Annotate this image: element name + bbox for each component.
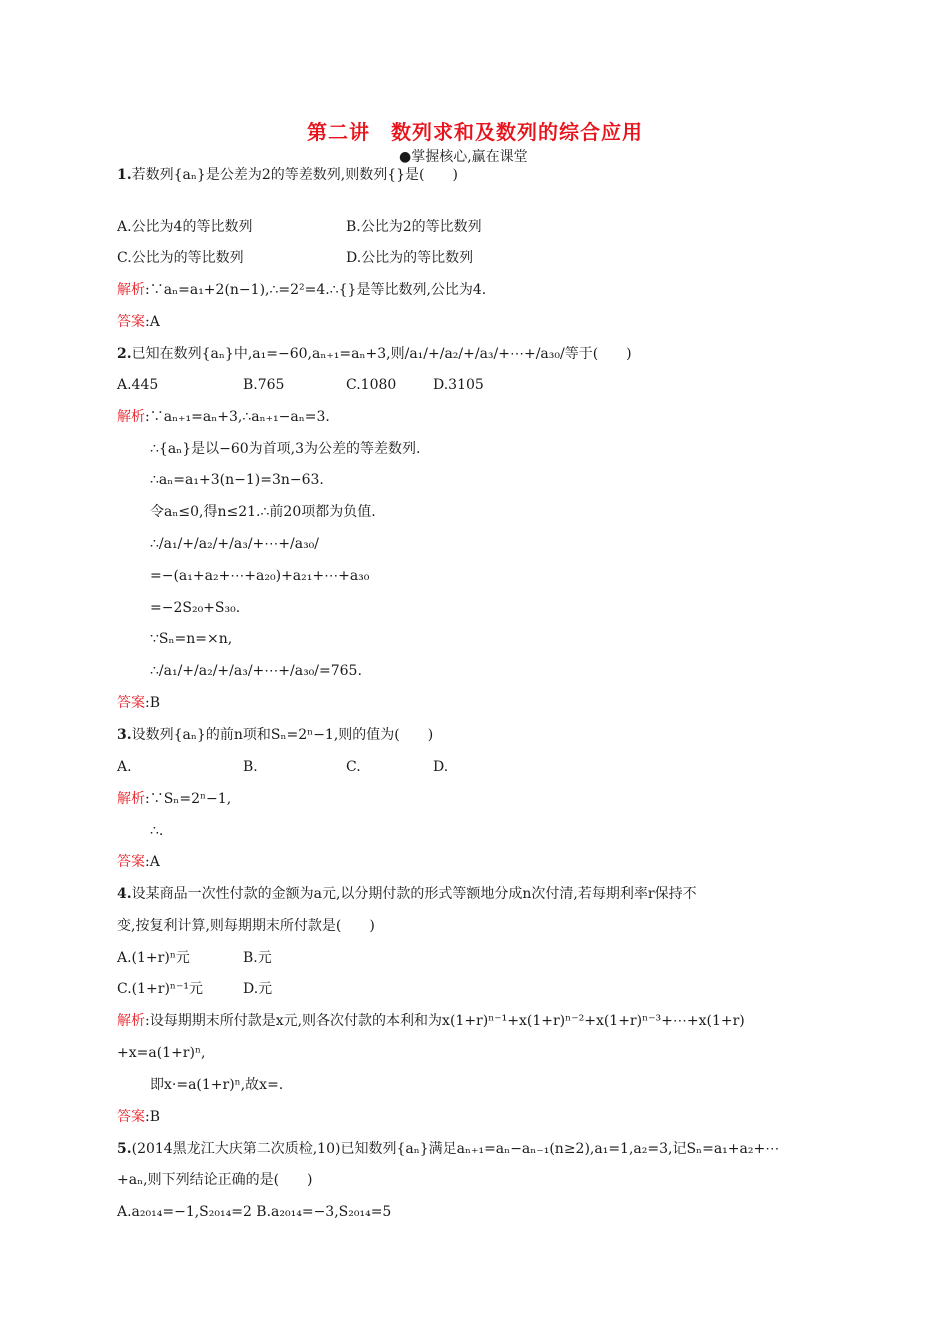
option-a: A.445: [117, 377, 159, 393]
solution-line: 解析:∵aₙ₊₁=aₙ+3,∴aₙ₊₁−aₙ=3.: [117, 409, 330, 425]
option-b: B.公比为2的等比数列: [346, 219, 482, 235]
question-5-options: A.a₂₀₁₄=−1,S₂₀₁₄=2 B.a₂₀₁₄=−3,S₂₀₁₄=5: [117, 1204, 392, 1220]
question-5-stem: 5.(2014黑龙江大庆第二次质检,10)已知数列{aₙ}满足aₙ₊₁=aₙ−aₙ₋₁(n≥2),a₁=1,a₂=3,记Sₙ=a₁+a₂+⋯: [117, 1141, 780, 1157]
question-1-stem: 1.若数列{aₙ}是公差为2的等差数列,则数列{}是( ): [117, 167, 458, 183]
solution-line: ∴/a₁/+/a₂/+/a₃/+⋯+/a₃₀/: [150, 536, 320, 552]
solution-line: =−(a₁+a₂+⋯+a₂₀)+a₂₁+⋯+a₃₀: [150, 568, 370, 584]
answer-line: 答案:B: [117, 1109, 161, 1125]
option-a: A.(1+r)ⁿ元: [117, 950, 190, 966]
solution-line: 即x·=a(1+r)ⁿ,故x=.: [150, 1077, 284, 1093]
solution-line: ∴.: [150, 823, 164, 839]
option-d: D.元: [243, 981, 273, 997]
page-subtitle: ●掌握核心,赢在课堂: [399, 149, 528, 165]
option-a: A.: [117, 759, 132, 775]
answer-line: 答案:A: [117, 854, 160, 870]
page-title: 第二讲 数列求和及数列的综合应用: [307, 120, 643, 144]
solution-line: ∵Sₙ=n=×n,: [150, 631, 233, 647]
question-2-stem: 2.已知在数列{aₙ}中,a₁=−60,aₙ₊₁=aₙ+3,则/a₁/+/a₂/+/a₃/+⋯+/a₃₀/等于( ): [117, 346, 632, 362]
solution-line: =−2S₂₀+S₃₀.: [150, 600, 241, 616]
solution-line: 解析:∵aₙ=a₁+2(n−1),∴=2²=4.∴{}是等比数列,公比为4.: [117, 282, 487, 298]
solution-line: 令aₙ≤0,得n≤21.∴前20项都为负值.: [150, 504, 376, 520]
solution-line: +x=a(1+r)ⁿ,: [117, 1045, 206, 1061]
solution-line: ∴/a₁/+/a₂/+/a₃/+⋯+/a₃₀/=765.: [150, 663, 362, 679]
option-a: A.公比为4的等比数列: [117, 219, 253, 235]
option-b: B.765: [243, 377, 285, 393]
option-d: D.公比为的等比数列: [346, 250, 474, 266]
question-4-stem: 4.设某商品一次性付款的金额为a元,以分期付款的形式等额地分成n次付清,若每期利率r保持不: [117, 886, 697, 902]
option-b: B.元: [243, 950, 272, 966]
option-c: C.(1+r)ⁿ⁻¹元: [117, 981, 203, 997]
solution-line: 解析:∵Sₙ=2ⁿ−1,: [117, 791, 232, 807]
option-c: C.公比为的等比数列: [117, 250, 244, 266]
question-4-stem-cont: 变,按复利计算,则每期期末所付款是( ): [117, 918, 375, 934]
answer-line: 答案:B: [117, 695, 161, 711]
option-c: C.1080: [346, 377, 397, 393]
option-d: D.3105: [433, 377, 484, 393]
option-c: C.: [346, 759, 361, 775]
answer-line: 答案:A: [117, 314, 160, 330]
question-3-stem: 3.设数列{aₙ}的前n项和Sₙ=2ⁿ−1,则的值为( ): [117, 727, 434, 743]
question-5-stem-cont: +aₙ,则下列结论正确的是( ): [117, 1172, 313, 1188]
option-d: D.: [433, 759, 449, 775]
solution-line: ∴{aₙ}是以−60为首项,3为公差的等差数列.: [150, 441, 421, 457]
option-b: B.: [243, 759, 258, 775]
solution-line: ∴aₙ=a₁+3(n−1)=3n−63.: [150, 472, 324, 488]
solution-line: 解析:设每期期末所付款是x元,则各次付款的本利和为x(1+r)ⁿ⁻¹+x(1+r)ⁿ⁻²+x(1+r)ⁿ⁻³+⋯+x(1+r): [117, 1013, 745, 1029]
